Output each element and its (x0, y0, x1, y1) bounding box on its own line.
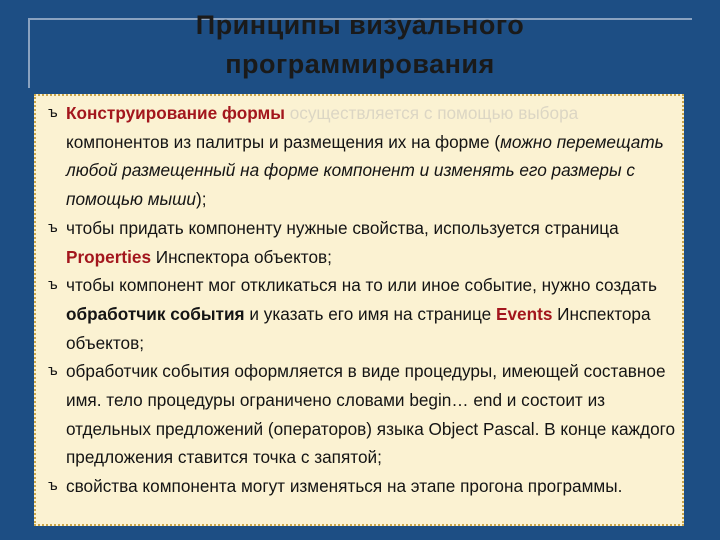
item-text-end: Инспектора объектов; (66, 303, 651, 353)
item-text: компонентов из палитры и размещения их на форме ( (66, 131, 501, 152)
bullet-icon: ъ (48, 277, 58, 294)
item-text: свойства компонента могут изменяться на этапе прогона программы. (66, 476, 623, 497)
bullet-list (48, 99, 680, 501)
item-italic-text: можно перемещать любой размещенный на форме компонент и изменять его размеры с помощью мыши (66, 131, 664, 210)
item-text-middle: и указать его имя на странице (244, 303, 497, 324)
title-frame-left-line (28, 18, 30, 88)
item-term-events: Events (496, 303, 553, 324)
item-text: обработчик события оформляется в виде процедуры, имеющей составное имя. тело процедуры ограничено словами begin… end и состоит из отдельных предложений (операторов) языка Object Pascal. В конце каждого предложения ставится точка с запятой; (66, 361, 676, 468)
item-term-handler: обработчик события (66, 303, 245, 324)
list-item (48, 99, 680, 214)
item-faint-text: осуществляется с помощью выбора (289, 103, 579, 123)
item-text-end: Инспектора объектов; (151, 246, 332, 267)
list-item (48, 472, 680, 501)
bullet-icon: ъ (48, 105, 58, 121)
item-text: чтобы компонент мог откликаться на то или иное событие, нужно создать (66, 275, 657, 296)
slide-title-line-2: программирования (225, 49, 495, 79)
item-text-end: ); (195, 189, 207, 210)
bullet-icon: ъ (48, 478, 58, 495)
bullet-icon: ъ (48, 363, 58, 380)
content-panel (34, 94, 684, 526)
list-item (48, 271, 680, 357)
item-term-properties: Properties (66, 246, 152, 267)
list-item (48, 214, 680, 271)
item-text: чтобы придать компоненту нужные свойства, используется страница (66, 217, 619, 238)
bullet-icon: ъ (48, 219, 58, 236)
slide-title-line-1: Принципы визуального (195, 10, 525, 40)
item-lead-term: Конструирование формы (66, 103, 285, 123)
slide-title (60, 6, 660, 84)
list-item (48, 357, 680, 472)
